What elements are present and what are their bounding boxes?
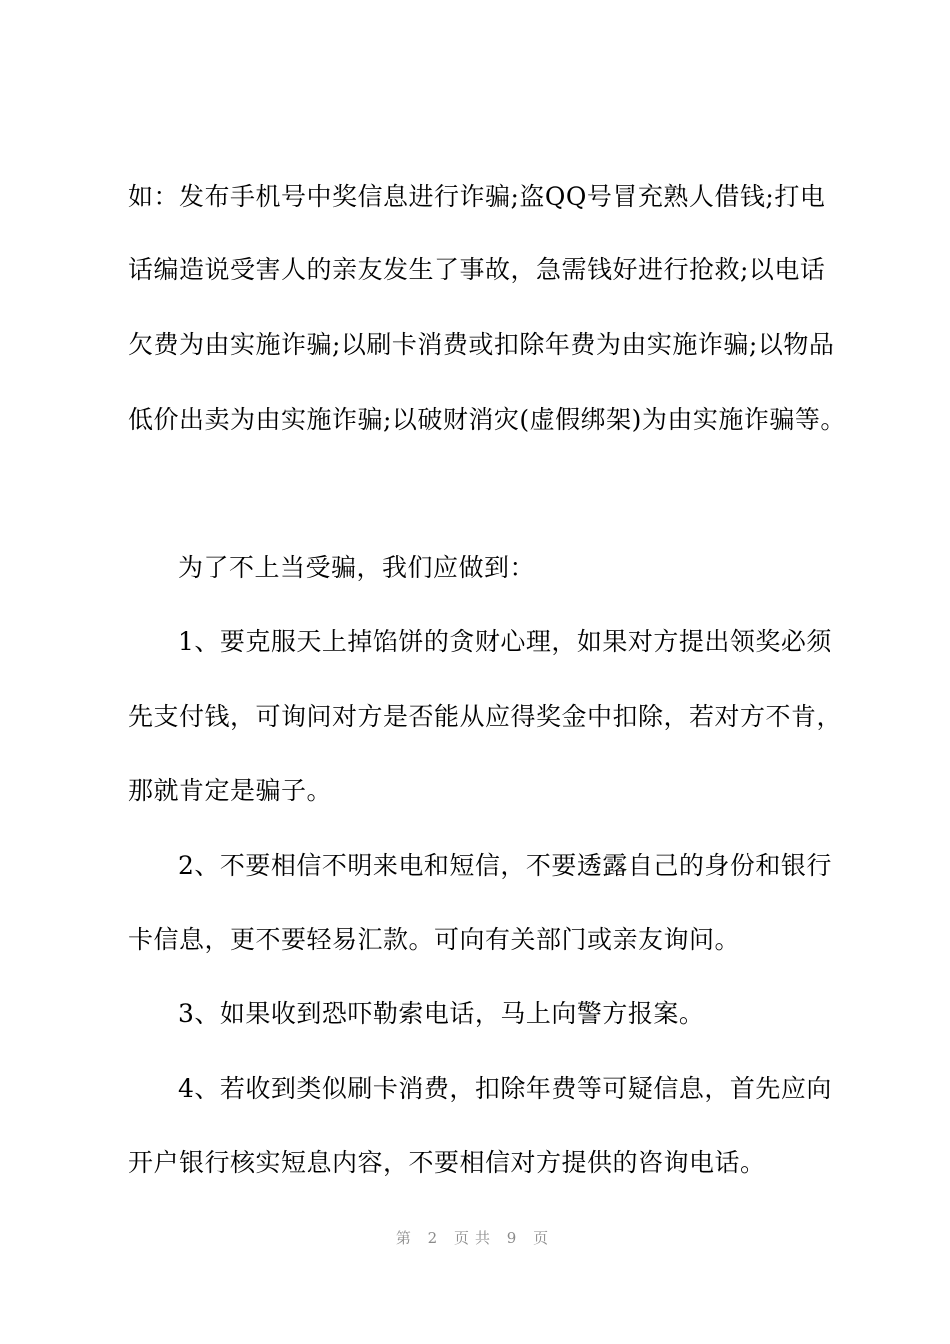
paragraph-4-line-1: 2、不要相信不明来电和短信，不要透露自己的身份和银行 bbox=[178, 851, 832, 880]
paragraph-2-line-1: 为了不上当受骗，我们应做到： bbox=[178, 553, 536, 582]
paragraph-3-line-3: 那就肯定是骗子。 bbox=[128, 776, 333, 805]
paragraph-4-line-2: 卡信息，更不要轻易汇款。可向有关部门或亲友询问。 bbox=[128, 925, 741, 954]
paragraph-3-line-2: 先支付钱，可询问对方是否能从应得奖金中扣除，若对方不肯， bbox=[128, 702, 843, 731]
paragraph-1-line-1: 如：发布手机号中奖信息进行诈骗;盗QQ号冒充熟人借钱;打电 bbox=[128, 182, 826, 211]
paragraph-1-line-2: 话编造说受害人的亲友发生了事故，急需钱好进行抢救;以电话 bbox=[128, 255, 826, 284]
page-number-footer: 第 2 页共 9 页 bbox=[395, 1229, 555, 1247]
paragraph-1-line-4: 低价出卖为由实施诈骗;以破财消灾(虚假绑架)为由实施诈骗等。 bbox=[128, 405, 846, 434]
paragraph-6-line-1: 4、若收到类似刷卡消费，扣除年费等可疑信息，首先应向 bbox=[178, 1074, 832, 1103]
paragraph-6-line-2: 开户银行核实短息内容，不要相信对方提供的咨询电话。 bbox=[128, 1148, 766, 1177]
paragraph-3-line-1: 1、要克服天上掉馅饼的贪财心理，如果对方提出领奖必须 bbox=[178, 627, 832, 656]
paragraph-1-line-3: 欠费为由实施诈骗;以刷卡消费或扣除年费为由实施诈骗;以物品 bbox=[128, 330, 835, 359]
paragraph-5-line-1: 3、如果收到恐吓勒索电话，马上向警方报案。 bbox=[178, 999, 705, 1028]
